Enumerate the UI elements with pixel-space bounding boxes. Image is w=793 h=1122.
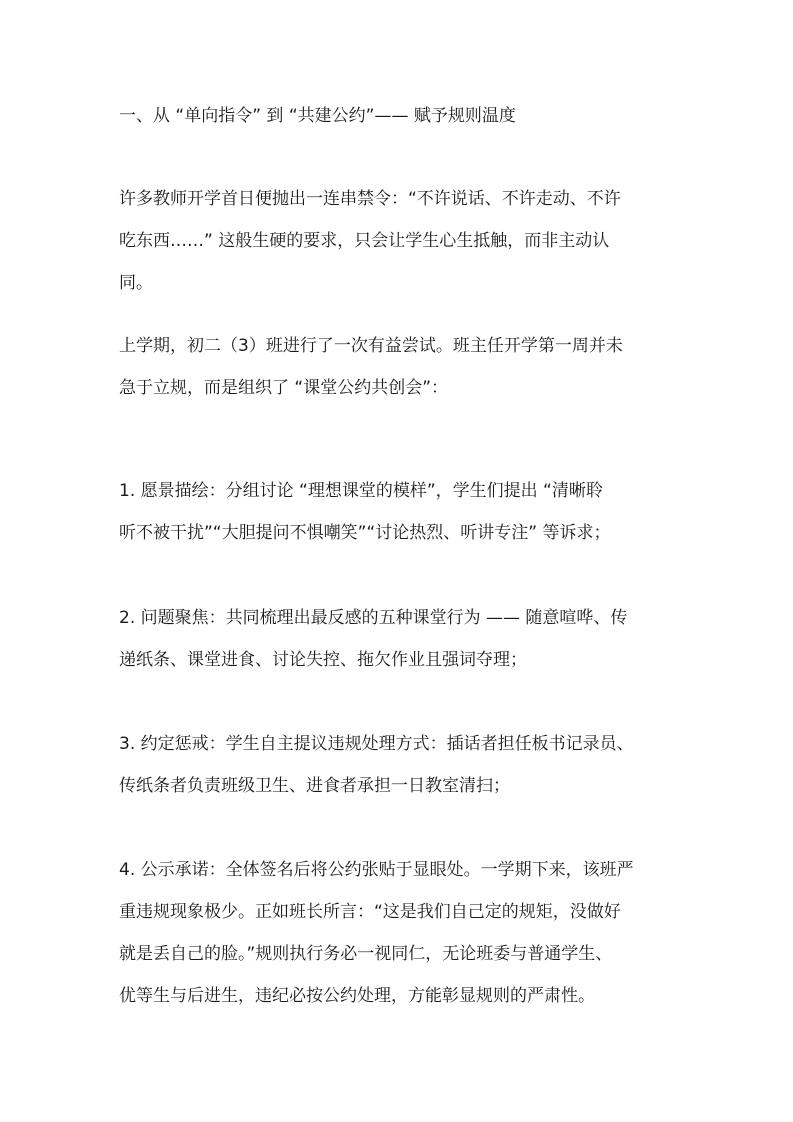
- paragraph-line: 许多教师开学首日便抛出一连串禁令：“不许说话、不许走动、不许: [119, 189, 621, 209]
- paragraph-line: 就是丢自己的脸。”规则执行务必一视同仁，无论班委与普通学生、: [119, 944, 613, 964]
- paragraph-attempt: [119, 325, 679, 409]
- paragraph-line: 同。: [119, 273, 153, 293]
- paragraph-line: 递纸条、课堂进食、讨论失控、拖欠作业且强词夺理；: [119, 650, 527, 670]
- paragraph-line: 传纸条者负责班级卫生、进食者承担一日教室清扫；: [119, 776, 510, 796]
- paragraph-line: 急于立规，而是组织了 “课堂公约共创会”：: [119, 378, 449, 398]
- paragraph-line: 2. 问题聚焦：共同梳理出最反感的五种课堂行为 —— 随意喧哗、传: [119, 608, 628, 628]
- heading-text: 一、从 “单向指令” 到 “共建公约”—— 赋予规则温度: [119, 106, 516, 126]
- list-item-penalties: [119, 723, 679, 807]
- paragraph-line: 听不被干扰”“大胆提问不惧嘲笑”“讨论热烈、听讲专注” 等诉求；: [119, 523, 611, 543]
- paragraph-line: 上学期，初二（3）班进行了一次有益尝试。班主任开学第一周并未: [119, 336, 623, 356]
- paragraph-line: 4. 公示承诺：全体签名后将公约张贴于显眼处。一学期下来，该班严: [119, 860, 634, 880]
- list-item-problems: [119, 597, 679, 681]
- list-item-commitment: [119, 849, 679, 1017]
- paragraph-intro: [119, 178, 679, 304]
- paragraph-line: 重违规现象极少。正如班长所言：“这是我们自己定的规矩，没做好: [119, 902, 621, 922]
- section-heading: [119, 95, 679, 137]
- paragraph-line: 吃东西……” 这般生硬的要求，只会让学生心生抵触，而非主动认: [119, 231, 610, 251]
- paragraph-line: 优等生与后进生，违纪必按公约处理，方能彰显规则的严肃性。: [119, 986, 595, 1006]
- paragraph-line: 1. 愿景描绘：分组讨论 “理想课堂的模样”，学生们提出 “清晰聆: [119, 481, 603, 501]
- paragraph-line: 3. 约定惩戒：学生自主提议违规处理方式：插话者担任板书记录员、: [119, 734, 634, 754]
- list-item-vision: [119, 470, 679, 554]
